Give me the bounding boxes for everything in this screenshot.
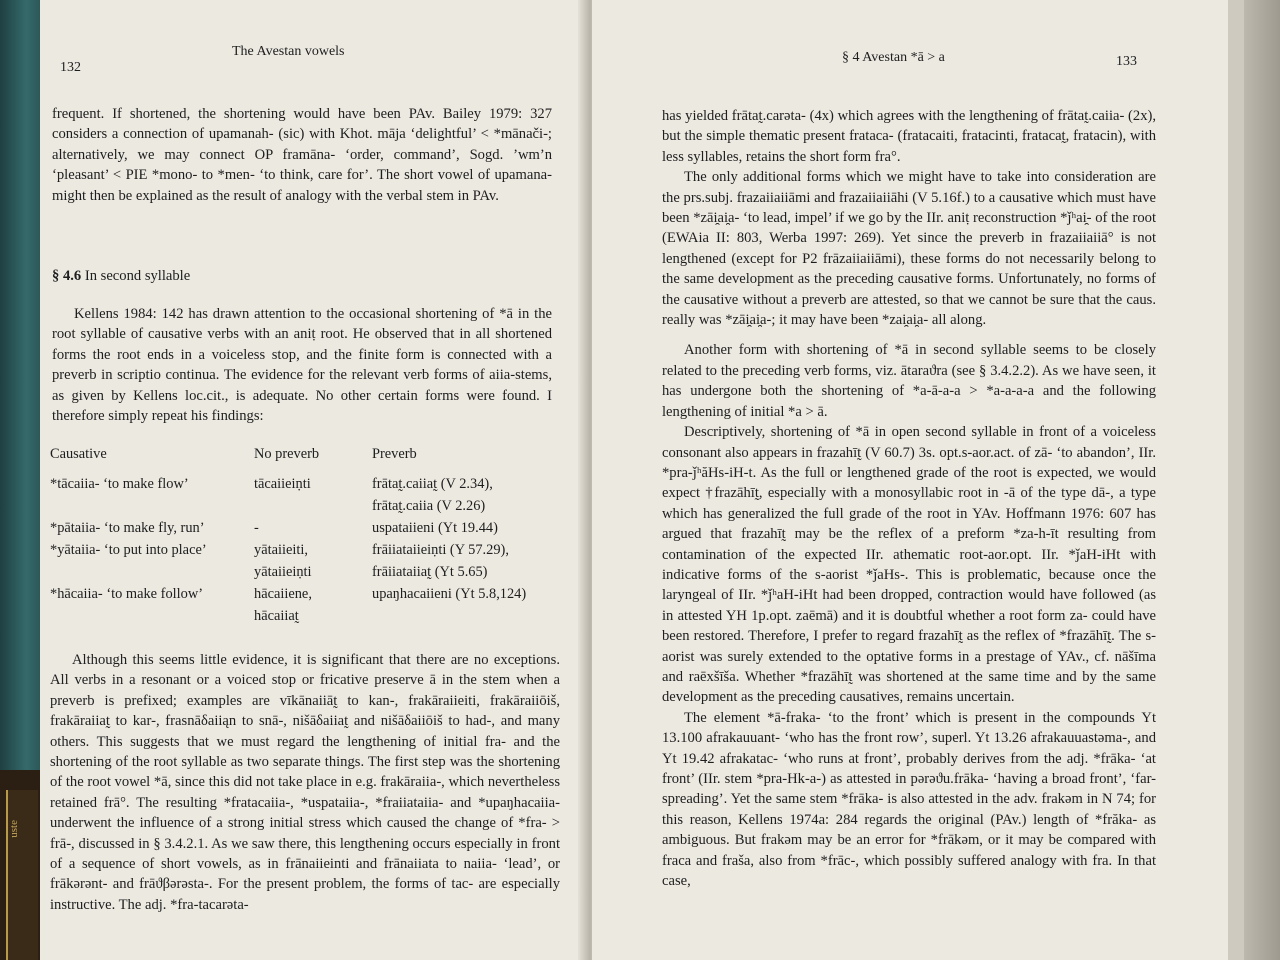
table-header-row bbox=[50, 444, 560, 474]
paragraph-text: The element *ā-fraka- ‘to the front’ which is present in the compounds Yt 13.100 afrakauuant- ‘who has the front row’, superl. Yt 13.26 afrakauuastəma-, and Yt 19.42 afrakatac- ‘who runs at front’, probably derives from the adj. *frāka- ‘at front’ (IIr. stem *pra-Hk-a-) as attested in pərəϑu.frāka- ‘having a broad front’, ‘far-spreading’. Yet the same stem *frāka- is also attested in the adv. frakəm in N 74; for this reason, Kellens 1974a: 284 regards the original (PAv.) length of *frăka- as ambiguous. But frakəm may be an error for *frākəm, or it may be compared with fraca and fraša, also from *frāc-, which possibly suffered analogy with fra. In that case, bbox=[662, 709, 1156, 890]
paragraph-text: frequent. If shortened, the shortening would have been PAv. Bailey 1979: 327 considers a connection of upamanah- (sic) with Khot. māja ‘delightful’ < *mānači-; alternatively, we may connect OP framāna- ‘order, command’, Sogd. ’wm’n ‘pleasant’ < PIE *mono- to *men- ‘to think, care for’. The short vowel of upamana- might then be explained as the result of analogy with the verbal stem in PAv. bbox=[52, 106, 552, 204]
table-cell: yātaiieiṇti bbox=[254, 564, 312, 580]
table-cell: tācaiieiṇti bbox=[254, 476, 311, 492]
paragraph-intro bbox=[52, 304, 552, 426]
table-row bbox=[50, 496, 560, 518]
table-cell: *pātaiia- ‘to make fly, run’ bbox=[50, 520, 205, 536]
paragraph-text: Although this seems little evidence, it is significant that there are no exceptions. All verbs in a resonant or a voiced stop or fricative preserve ā in the stem when a preverb is prefixed; examples are vīkānaiiāt̰ to kan-, frakāraiieiti, frakāraiiōiš, frakāraiiat̰ to kar-, frasnāδaiiąn to snā-, nišāδaiiat̰ and nišāδaiiōiš to had-, and many others. This suggests that we must regard the lengthening of initial fra- and the shortening of the root syllable as two separate things. The first step was the shortening of the root vowel *ā, since this did not take place in e.g. frakāraiia-, which nevertheless retained frā°. The resulting *fratacaiia-, *uspataiia-, *fraiiataiia- and *upaŋhacaiia- underwent the influence of a strong initial stress which caused the change of *fra- > frā-, discussed in § 3.4.2.1. As we saw there, this lengthening occurs especially in front of a sequence of short vowels, as in frānaiieinti and frānaiiata to naiia- ‘lead’, or frākərənt- and frāϑβərəsta-. For the present problem, the forms of tac- are especially instructive. The adj. *fra-tacarəta- bbox=[50, 652, 560, 913]
paragraph-text: has yielded frātat̰.carəta- (4x) which agrees with the lengthening of frātat̰.caiia- (2x), but the simple thematic present frataca- (fratacaiti, fratacinti, fratacat̰, fratacin), with less syllables, retains the short form fra°. bbox=[662, 108, 1156, 165]
table-header: Causative bbox=[50, 446, 107, 462]
table-header: No preverb bbox=[254, 446, 320, 462]
table-cell: uspataiieni (Yt 19.44) bbox=[372, 520, 498, 536]
table-header: Preverb bbox=[372, 446, 417, 462]
table-cell bbox=[50, 606, 254, 628]
table-cell: hācaiiene, bbox=[254, 586, 312, 602]
table-row bbox=[50, 562, 560, 584]
table-cell: *yātaiia- ‘to put into place’ bbox=[50, 542, 207, 558]
table-cell bbox=[372, 606, 560, 628]
table-row bbox=[50, 474, 560, 496]
table-cell: frāiiataiieiṇti (Y 57.29), bbox=[372, 542, 509, 558]
table-cell: yātaiieiti, bbox=[254, 542, 308, 558]
table-cell: *tācaiia- ‘to make flow’ bbox=[50, 476, 189, 492]
table-cell: - bbox=[254, 520, 259, 536]
causative-table bbox=[50, 444, 560, 628]
section-title: In second syllable bbox=[84, 268, 191, 284]
table-cell: frāiiataiiat̰ (Yt 5.65) bbox=[372, 564, 488, 580]
table-row bbox=[50, 518, 560, 540]
section-heading bbox=[52, 268, 190, 285]
paragraph-bottom bbox=[50, 650, 560, 915]
paragraph-text: Another form with shortening of *ā in second syllable seems to be closely related to the preceding verb forms, viz. ātaraϑra (see § 3.4.2.2). As we have seen, it has undergone both the shortening of *a-ā-a-a > *a-a-a-a and the following lengthening of initial *a > ā. bbox=[662, 342, 1156, 420]
table-row bbox=[50, 606, 560, 628]
table-cell bbox=[50, 562, 254, 584]
page-number: 133 bbox=[1116, 54, 1137, 69]
table-row bbox=[50, 540, 560, 562]
spine-label bbox=[6, 790, 38, 960]
page-number: 132 bbox=[60, 60, 81, 75]
right-body bbox=[662, 106, 1156, 891]
table-cell bbox=[254, 496, 372, 518]
table-cell: upaŋhacaiieni (Yt 5.8,124) bbox=[372, 586, 527, 602]
table-cell: frātat̰.caiiat̰ (V 2.34), bbox=[372, 476, 493, 492]
spine-text: uste bbox=[8, 820, 20, 838]
running-head: § 4 Avestan *ā > a bbox=[842, 50, 945, 65]
section-number: § 4.6 bbox=[52, 268, 82, 284]
paragraph-top bbox=[52, 104, 552, 206]
left-page bbox=[40, 0, 588, 960]
running-head: The Avestan vowels bbox=[232, 44, 345, 59]
table-cell: *hācaiia- ‘to make follow’ bbox=[50, 586, 204, 602]
paragraph-text: Kellens 1984: 142 has drawn attention to the occasional shortening of *ā in the root syllable of causative verbs with an aniṭ root. He observed that in all shortened forms the root ends in a voiceless stop, and the finite form is connected with a preverb in scriptio continua. The evidence for the relevant verb forms of aiia-stems, as given by Kellens loc.cit., is adequate. No other certain forms were found. I therefore simply repeat his findings: bbox=[52, 306, 552, 425]
table-cell: frātat̰.caiia (V 2.26) bbox=[372, 498, 486, 514]
table-cell: hācaiiat̰ bbox=[254, 608, 299, 624]
table-row bbox=[50, 584, 560, 606]
paragraph-text: Descriptively, shortening of *ā in open second syllable in front of a voiceless consonant also appears in frazahīt̰ (V 60.7) 3s. opt.s-aor.act. of zā- ‘to abandon’, IIr. *pra-ǰʰăHs-iH-t. As the full or lengthened grade of the root is expected, we would expect †frazāhīt̰, especially with a monosyllabic root in -ā of the type dā-, a type which has generalized the full grade of the root in YAv. Hoffmann 1976: 607 has argued that frazahīt̰ may be the reflex of a preform *za-h-īt resulting from contamination of the expected IIr. athematic root-aor.opt. IIr. *ǰaH-iHt with indicative forms of the s-aorist *ǰaHs-. This is problematic, because once the laryngeal of IIr. *ǰʰaH-iHt had been dropped, contraction would have followed (as in attested YH 1p.opt. zaēmā) and it is doubtful whether a root form za- could have been restored. Therefore, I prefer to regard frazahīt̰ as the reflex of *frazāhīt̰. The s-aorist was surely extended to the optative forms in a prestage of YAv., cf. nāšīma and raēxšīša. Whether *frazāhīt̰ was shortened at the same time and by the same development as the preceding causatives, remains uncertain. bbox=[662, 424, 1156, 706]
page-stack-shadow bbox=[1244, 0, 1280, 960]
table-cell bbox=[50, 496, 254, 518]
right-page bbox=[592, 0, 1228, 960]
paragraph-text: The only additional forms which we might have to take into consideration are the prs.subj. frazaiiaiiāmi and frazaiiaiiāhi (V 5.16f.) to a causative which must have been *zāi̯ai̯a- ‘to lead, impel’ if we go by the IIr. aniṭ reconstruction *ǰʰai̯- of the root (EWAia II: 803, Werba 1997: 269). Yet since the preverb in frazaiiaiiā° is not lengthened (except for P2 frāzaiiaiiāmi), these forms do not necessarily belong to the same development as the preceding causative forms. Unfortunately, no forms of the causative without a preverb are attested, so that we cannot be sure that the caus. really was *zāi̯ai̯a-; it may have been *zai̯ai̯a- all along. bbox=[662, 169, 1156, 329]
